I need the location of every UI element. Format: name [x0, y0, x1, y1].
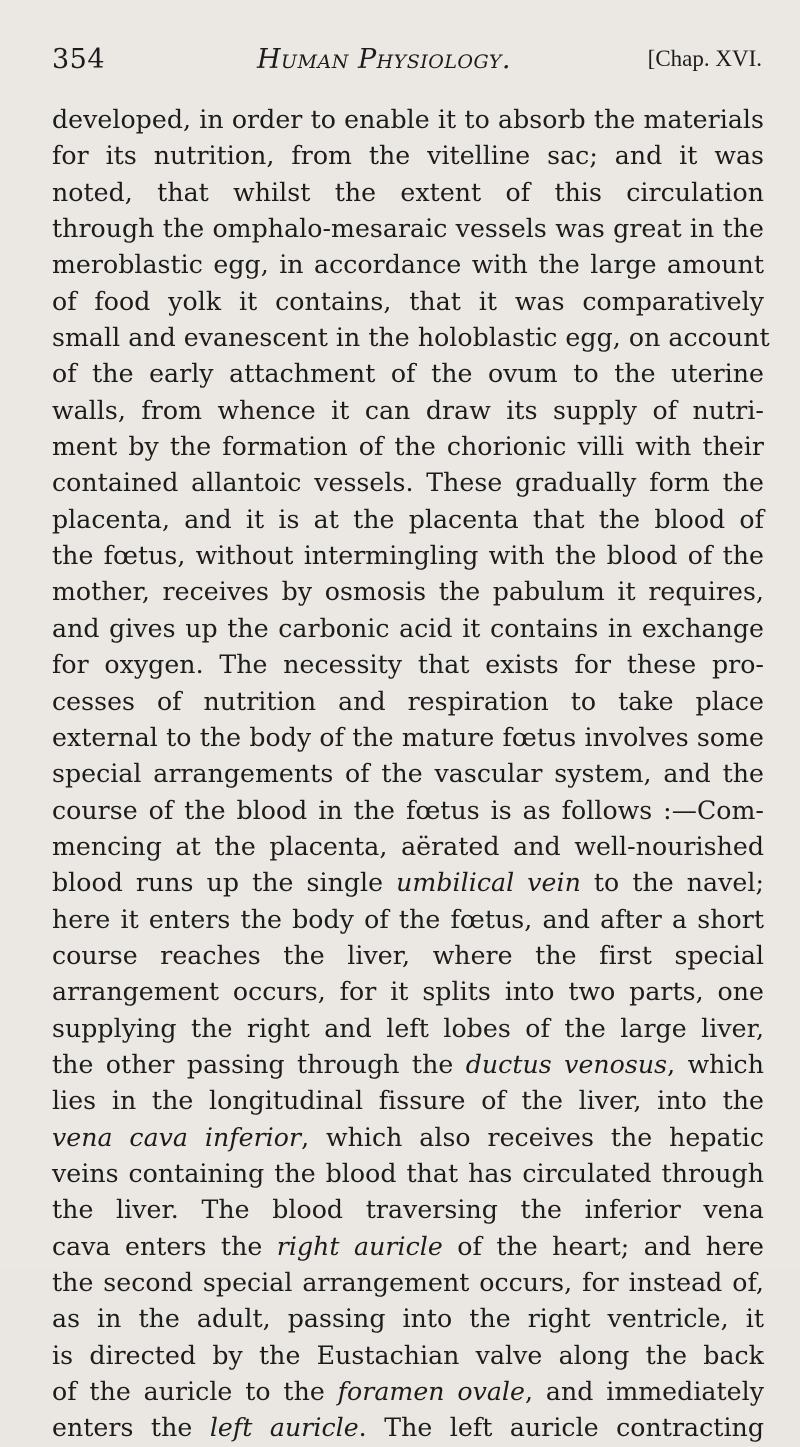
page-number: 354 — [52, 44, 106, 75]
text-segment: mother, receives by osmosis the pabulum it requires, — [52, 577, 764, 607]
text-segment: ment by the formation of the chorionic villi with their — [52, 432, 764, 462]
italic-term: foramen ovale — [337, 1377, 525, 1407]
text-line — [52, 102, 764, 138]
text-segment: lies in the longitudinal fissure of the liver, into the — [52, 1086, 764, 1116]
text-line — [52, 1410, 764, 1446]
text-line — [52, 1011, 764, 1047]
italic-term: vena cava inferior — [52, 1122, 302, 1152]
italic-term: ductus venosus — [465, 1049, 668, 1079]
text-segment: special arrangements of the vascular system, and the — [52, 759, 764, 789]
text-line — [52, 211, 764, 247]
text-line — [52, 684, 764, 720]
text-line — [52, 393, 764, 429]
text-line — [52, 938, 764, 974]
text-line — [52, 1156, 764, 1192]
text-line — [52, 1229, 764, 1265]
italic-term: right auricle — [276, 1231, 443, 1261]
text-segment: enters the — [52, 1413, 210, 1443]
body-text — [52, 102, 770, 1447]
text-line — [52, 356, 764, 392]
text-segment: mencing at the placenta, aërated and well-nourished — [52, 831, 764, 861]
text-line — [52, 138, 764, 174]
text-segment: , and immediately — [525, 1377, 764, 1407]
text-line — [52, 247, 764, 283]
text-segment: meroblastic egg, in accordance with the large amount — [52, 250, 764, 280]
text-segment: external to the body of the mature fœtus involves some — [52, 722, 764, 752]
text-line — [52, 1083, 764, 1119]
text-segment: of the heart; and here — [442, 1231, 764, 1261]
text-segment: of the auricle to the — [52, 1377, 338, 1407]
text-segment: , which also receives the hepatic — [301, 1122, 764, 1152]
text-line — [52, 1338, 764, 1374]
text-segment: developed, in order to enable it to absorb the materials — [52, 105, 764, 134]
text-segment: noted, that whilst the extent of this circulation — [52, 177, 764, 207]
text-segment: to the navel; — [580, 868, 764, 898]
text-line — [52, 1374, 764, 1410]
text-segment: blood runs up the single — [52, 868, 397, 898]
text-line — [52, 465, 764, 501]
text-line — [52, 902, 764, 938]
text-segment: cava enters the — [52, 1231, 277, 1261]
text-line — [52, 865, 764, 901]
text-line — [52, 284, 764, 320]
text-segment: for oxygen. The necessity that exists for these pro- — [52, 650, 764, 680]
page-header — [52, 44, 762, 84]
text-segment: the liver. The blood traversing the inferior vena — [52, 1195, 764, 1225]
text-line — [52, 720, 764, 756]
text-line — [52, 611, 764, 647]
text-segment: placenta, and it is at the placenta that the blood of — [52, 504, 764, 534]
italic-term: left auricle — [209, 1413, 359, 1443]
text-segment: and gives up the carbonic acid it contains in exchange — [52, 613, 764, 643]
text-segment: contained allantoic vessels. These gradually form the — [52, 468, 764, 498]
text-line — [52, 502, 764, 538]
text-line — [52, 793, 764, 829]
text-line — [52, 1192, 764, 1228]
text-segment: as in the adult, passing into the right ventricle, it — [52, 1304, 764, 1334]
text-segment: the other passing through the — [52, 1049, 466, 1079]
text-line — [52, 1047, 764, 1083]
text-line — [52, 320, 770, 356]
text-line — [52, 574, 764, 610]
text-line — [52, 1301, 764, 1337]
text-line — [52, 829, 764, 865]
text-line — [52, 756, 764, 792]
text-segment: the second special arrangement occurs, for instead of, — [52, 1268, 764, 1297]
text-segment: small and evanescent in the holoblastic egg, on account — [52, 323, 770, 353]
text-segment: of food yolk it contains, that it was comparatively — [52, 286, 764, 316]
text-line — [52, 429, 764, 465]
text-line — [52, 1265, 764, 1301]
text-segment: supplying the right and left lobes of the large liver, — [52, 1013, 764, 1043]
running-title: Human Physiology. — [257, 44, 511, 75]
text-segment: walls, from whence it can draw its supply of nutri- — [52, 395, 764, 425]
text-segment: here it enters the body of the fœtus, and after a short — [52, 904, 764, 934]
text-segment: cesses of nutrition and respiration to take place — [52, 686, 764, 716]
text-line — [52, 1120, 764, 1156]
text-line — [52, 974, 764, 1010]
text-segment: the fœtus, without intermingling with the blood of the — [52, 541, 764, 571]
text-segment: arrangement occurs, for it splits into two parts, one — [52, 977, 764, 1007]
text-segment: . The left auricle contracting — [358, 1413, 764, 1443]
text-segment: through the omphalo-mesaraic vessels was great in the — [52, 214, 764, 244]
chapter-marker: [Chap. XVI. — [647, 46, 762, 71]
text-segment: course reaches the liver, where the first special — [52, 940, 764, 970]
text-segment: of the early attachment of the ovum to the uterine — [52, 359, 764, 389]
text-line — [52, 647, 764, 683]
italic-term: umbilical vein — [396, 868, 581, 898]
text-segment: , which — [667, 1049, 764, 1079]
text-segment: course of the blood in the fœtus is as follows :—Com- — [52, 795, 764, 825]
text-segment: veins containing the blood that has circulated through — [52, 1158, 764, 1188]
text-segment: is directed by the Eustachian valve along the back — [52, 1340, 764, 1370]
text-line — [52, 175, 764, 211]
text-segment: for its nutrition, from the vitelline sac; and it was — [52, 141, 764, 171]
text-line — [52, 538, 764, 574]
